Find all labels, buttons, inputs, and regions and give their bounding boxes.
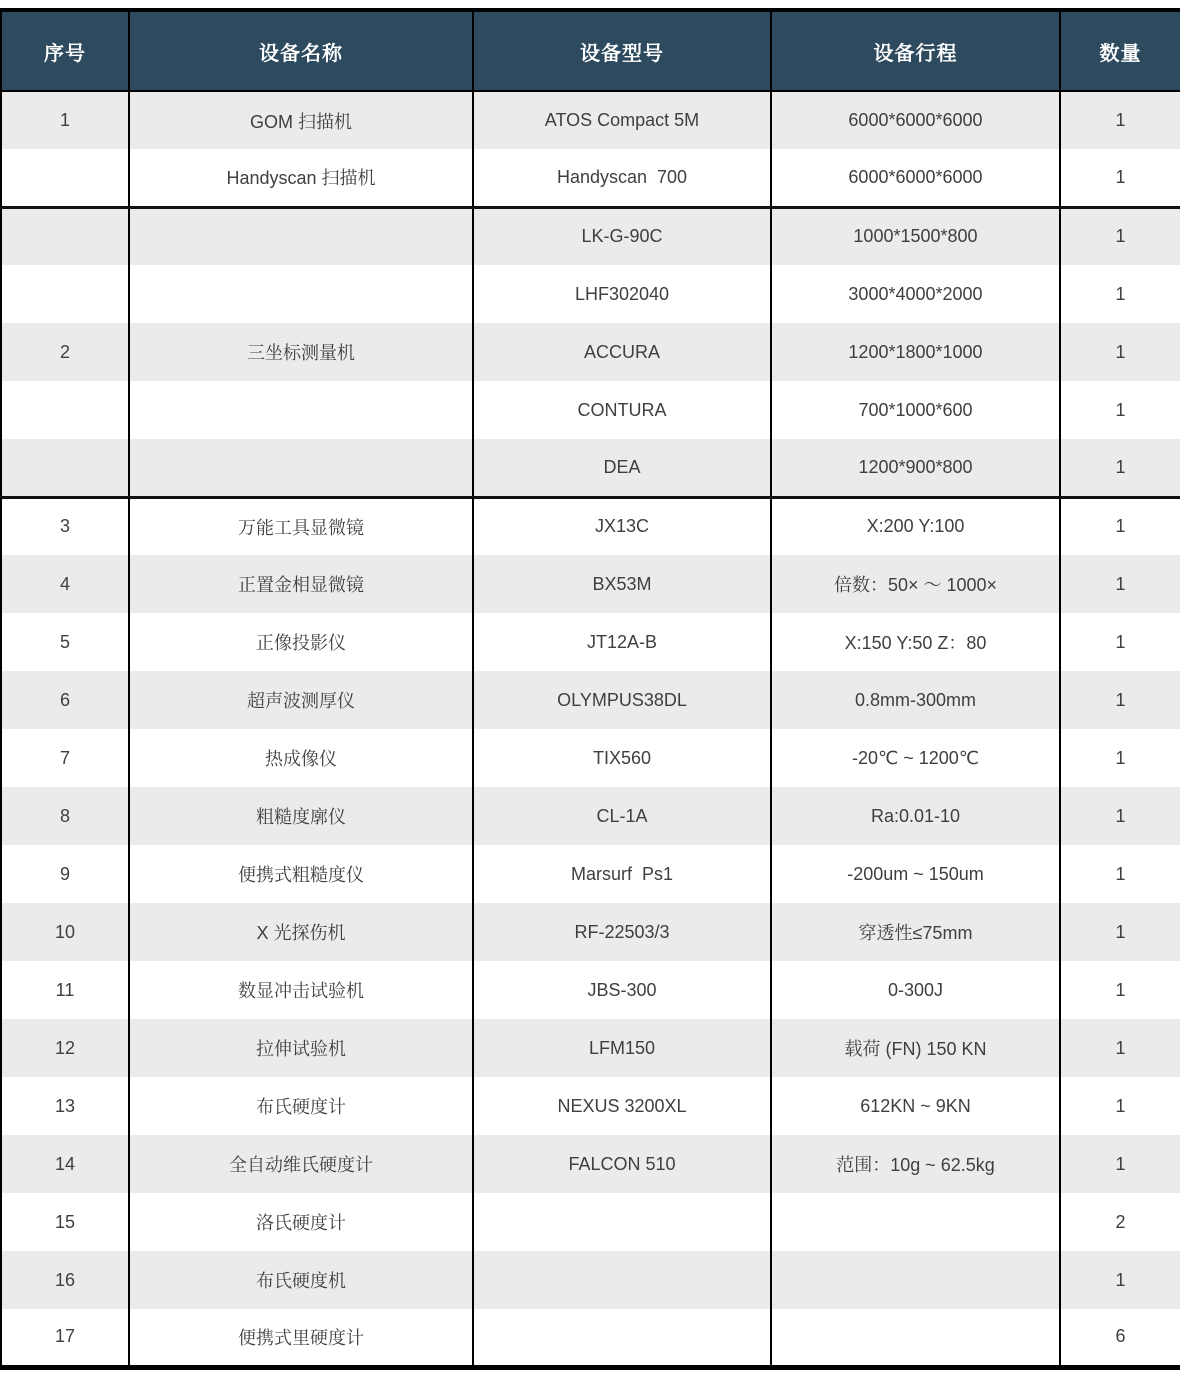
cell-name: 热成像仪 [129,729,473,787]
cell-name [129,265,473,323]
cell-range [771,1309,1060,1367]
cell-model: CONTURA [473,381,771,439]
column-header-name: 设备名称 [129,10,473,91]
cell-model: LHF302040 [473,265,771,323]
cell-qty: 1 [1060,1135,1180,1193]
cell-name [129,207,473,265]
cell-range [771,1193,1060,1251]
cell-name: 粗糙度廓仪 [129,787,473,845]
cell-qty: 1 [1060,1251,1180,1309]
cell-model: JT12A-B [473,613,771,671]
cell-index: 3 [1,497,129,555]
table-row [1,961,1180,1019]
cell-range: 载荷 (FN) 150 KN [771,1019,1060,1077]
table-body [1,91,1180,1367]
cell-qty: 1 [1060,787,1180,845]
cell-index: 5 [1,613,129,671]
cell-qty: 1 [1060,903,1180,961]
cell-index: 11 [1,961,129,1019]
cell-index: 7 [1,729,129,787]
cell-index: 4 [1,555,129,613]
cell-name: 便携式里硬度计 [129,1309,473,1367]
cell-qty: 6 [1060,1309,1180,1367]
cell-name [129,439,473,497]
cell-qty: 2 [1060,1193,1180,1251]
cell-name: 正像投影仪 [129,613,473,671]
cell-qty: 1 [1060,439,1180,497]
table-row [1,1135,1180,1193]
cell-model: TIX560 [473,729,771,787]
cell-range: 倍数：50× ～ 1000× [771,555,1060,613]
cell-index: 14 [1,1135,129,1193]
cell-index: 9 [1,845,129,903]
cell-qty: 1 [1060,1019,1180,1077]
header-row [1,10,1180,91]
table-row [1,91,1180,149]
cell-model: Marsurf Ps1 [473,845,771,903]
cell-name: 拉伸试验机 [129,1019,473,1077]
column-header-qty: 数量 [1060,10,1180,91]
cell-name: 正置金相显微镜 [129,555,473,613]
cell-qty: 1 [1060,149,1180,207]
cell-range: 1200*900*800 [771,439,1060,497]
cell-qty: 1 [1060,961,1180,1019]
cell-index: 8 [1,787,129,845]
table-row [1,787,1180,845]
cell-range: 范围：10g ~ 62.5kg [771,1135,1060,1193]
cell-name: 全自动维氏硬度计 [129,1135,473,1193]
cell-index: 13 [1,1077,129,1135]
cell-range: -20℃ ~ 1200℃ [771,729,1060,787]
cell-qty: 1 [1060,555,1180,613]
column-header-range: 设备行程 [771,10,1060,91]
cell-qty: 1 [1060,1077,1180,1135]
table-row [1,1251,1180,1309]
cell-name: 万能工具显微镜 [129,497,473,555]
cell-name: 三坐标测量机 [129,323,473,381]
cell-range: 1000*1500*800 [771,207,1060,265]
table-row [1,1019,1180,1077]
cell-model: OLYMPUS38DL [473,671,771,729]
cell-index: 2 [1,323,129,381]
cell-index [1,265,129,323]
table-row [1,1309,1180,1367]
cell-index: 10 [1,903,129,961]
table-row [1,729,1180,787]
cell-range: 3000*4000*2000 [771,265,1060,323]
column-header-index: 序号 [1,10,129,91]
table-row [1,207,1180,265]
cell-index: 6 [1,671,129,729]
cell-index [1,207,129,265]
cell-range: 612KN ~ 9KN [771,1077,1060,1135]
cell-model: CL-1A [473,787,771,845]
cell-qty: 1 [1060,845,1180,903]
cell-model [473,1251,771,1309]
cell-index: 16 [1,1251,129,1309]
table-row [1,845,1180,903]
cell-range: 穿透性≤75mm [771,903,1060,961]
table-row [1,903,1180,961]
cell-model: ATOS Compact 5M [473,91,771,149]
table-row [1,265,1180,323]
cell-model: JBS-300 [473,961,771,1019]
cell-index: 1 [1,91,129,149]
cell-index [1,439,129,497]
cell-model: Handyscan 700 [473,149,771,207]
cell-qty: 1 [1060,613,1180,671]
table-row [1,149,1180,207]
cell-model [473,1309,771,1367]
cell-range: X:200 Y:100 [771,497,1060,555]
cell-qty: 1 [1060,729,1180,787]
cell-index [1,381,129,439]
cell-range: -200um ~ 150um [771,845,1060,903]
cell-model: RF-22503/3 [473,903,771,961]
cell-model: ACCURA [473,323,771,381]
table-row [1,671,1180,729]
cell-name: 数显冲击试验机 [129,961,473,1019]
table-row [1,381,1180,439]
cell-range: 0.8mm-300mm [771,671,1060,729]
cell-range: 6000*6000*6000 [771,91,1060,149]
cell-name: Handyscan 扫描机 [129,149,473,207]
cell-name: 超声波测厚仪 [129,671,473,729]
cell-model: FALCON 510 [473,1135,771,1193]
cell-name: 布氏硬度计 [129,1077,473,1135]
cell-range: 700*1000*600 [771,381,1060,439]
cell-index: 12 [1,1019,129,1077]
cell-model: JX13C [473,497,771,555]
cell-range: 1200*1800*1000 [771,323,1060,381]
table-row [1,439,1180,497]
cell-qty: 1 [1060,323,1180,381]
cell-name: 便携式粗糙度仪 [129,845,473,903]
cell-name: X 光探伤机 [129,903,473,961]
cell-qty: 1 [1060,207,1180,265]
cell-model: LK-G-90C [473,207,771,265]
cell-index [1,149,129,207]
cell-qty: 1 [1060,381,1180,439]
table-row [1,1193,1180,1251]
cell-range: 0-300J [771,961,1060,1019]
cell-index: 17 [1,1309,129,1367]
cell-qty: 1 [1060,265,1180,323]
cell-index: 15 [1,1193,129,1251]
cell-model: DEA [473,439,771,497]
cell-model: NEXUS 3200XL [473,1077,771,1135]
cell-name: 布氏硬度机 [129,1251,473,1309]
cell-qty: 1 [1060,91,1180,149]
cell-model: BX53M [473,555,771,613]
cell-model [473,1193,771,1251]
cell-qty: 1 [1060,671,1180,729]
cell-qty: 1 [1060,497,1180,555]
table-row [1,323,1180,381]
table-row [1,555,1180,613]
cell-model: LFM150 [473,1019,771,1077]
column-header-model: 设备型号 [473,10,771,91]
cell-range: 6000*6000*6000 [771,149,1060,207]
equipment-table [0,8,1180,1370]
table-row [1,497,1180,555]
cell-name: 洛氏硬度计 [129,1193,473,1251]
cell-name [129,381,473,439]
table-row [1,1077,1180,1135]
cell-range: X:150 Y:50 Z：80 [771,613,1060,671]
cell-range: Ra:0.01-10 [771,787,1060,845]
table-row [1,613,1180,671]
cell-name: GOM 扫描机 [129,91,473,149]
cell-range [771,1251,1060,1309]
